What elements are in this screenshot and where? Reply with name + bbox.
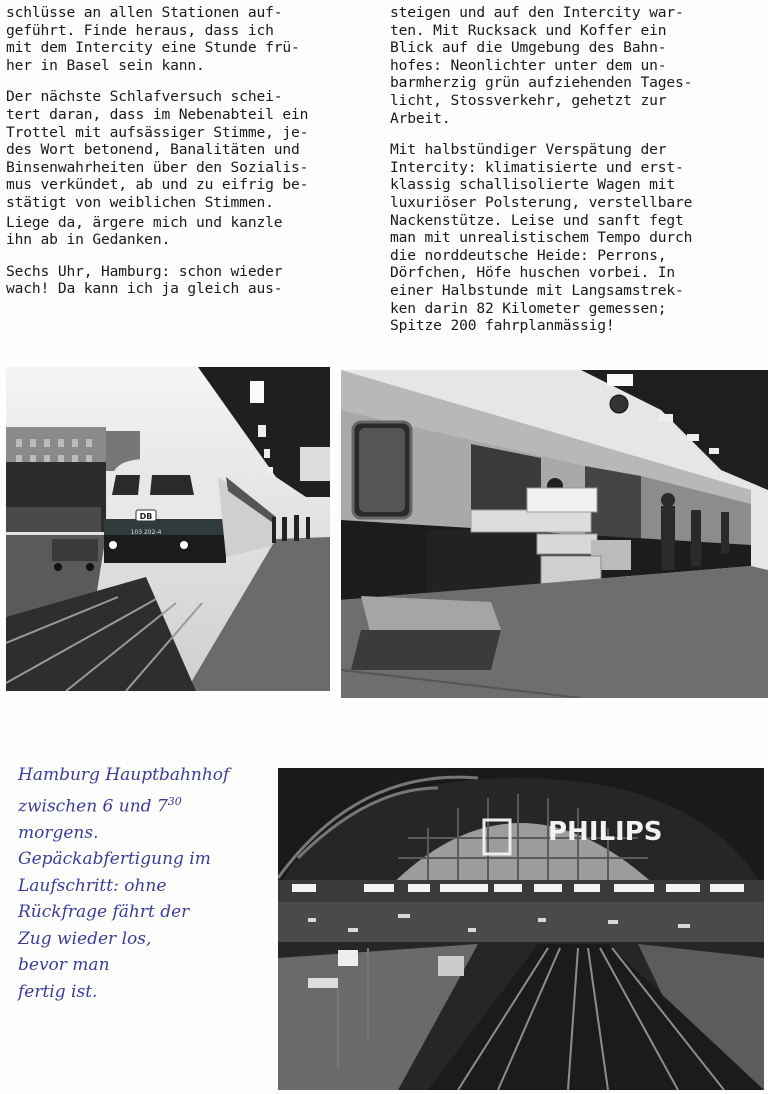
left-text-column bbox=[6, 4, 346, 312]
caption-line: zwischen 6 und $7^{30}$ bbox=[18, 794, 182, 817]
paragraph: steigen und auf den Intercity war- ten. Mit Rucksack und Koffer ein Blick auf die Umgebung des Bahn- hofes: Neonlichter unter dem un- barmherzig grün aufziehenden Tages- licht, Stossverkehr, gehetzt zur Arbeit. bbox=[390, 4, 693, 127]
paragraph: Der nächste Schlafversuch schei- tert daran, dass im Nebenabteil ein Trottel mit aufsässiger Stimme, je- des Wort betonend, Banalitäten und Binsenwahrheiten über den Sozialis- mus verkündet, ab und zu eifrig be- stätigt von weiblichen Stimmen. bbox=[6, 88, 309, 211]
paragraph: Liege da, ärgere mich und kanzle ihn ab in Gedanken. bbox=[6, 213, 283, 249]
paragraph: Sechs Uhr, Hamburg: schon wieder wach! Da kann ich ja gleich aus- bbox=[6, 262, 283, 298]
station-hall-photo bbox=[278, 768, 764, 1090]
caption-line: Laufschritt: ohne bbox=[18, 875, 167, 896]
paragraph: schlüsse an allen Stationen auf- geführt. Finde heraus, dass ich mit dem Intercity eine Stunde frü- her in Basel sein kann. bbox=[6, 4, 300, 74]
paragraph: Mit halbstündiger Verspätung der Intercity: klimatisierte und erst- klassig schallisolierte Wagen mit luxuriöser Polsterung, verstellbare Nackenstütze. Leise und sanft fegt man mit unrealistischem Tempo durch die norddeutsche Heide: Perrons, Dörfchen, Höfe huschen vorbei. In einer Halbstunde mit Langsamstrek- ken darin 82 Kilometer gemessen; Spitze 200 fahrplanmässig! bbox=[390, 141, 693, 335]
caption-line: Zug wieder los, bbox=[18, 928, 152, 949]
caption-line: morgens. bbox=[18, 822, 99, 843]
db-logo: DB bbox=[139, 512, 153, 521]
caption-line: bevor man bbox=[18, 955, 110, 976]
locomotive-number: 103 202-4 bbox=[130, 529, 162, 536]
caption-line: Rückfrage fährt der bbox=[18, 902, 190, 923]
locomotive-photo bbox=[6, 367, 330, 691]
handwritten-caption bbox=[18, 762, 268, 1005]
right-text-column bbox=[390, 4, 760, 349]
caption-line: fertig ist. bbox=[18, 981, 98, 1002]
caption-line: Gepäckabfertigung im bbox=[18, 849, 211, 870]
caption-line: Hamburg Hauptbahnhof bbox=[18, 765, 230, 785]
baggage-cart-photo bbox=[341, 370, 768, 698]
philips-sign: PHILIPS bbox=[548, 817, 663, 847]
